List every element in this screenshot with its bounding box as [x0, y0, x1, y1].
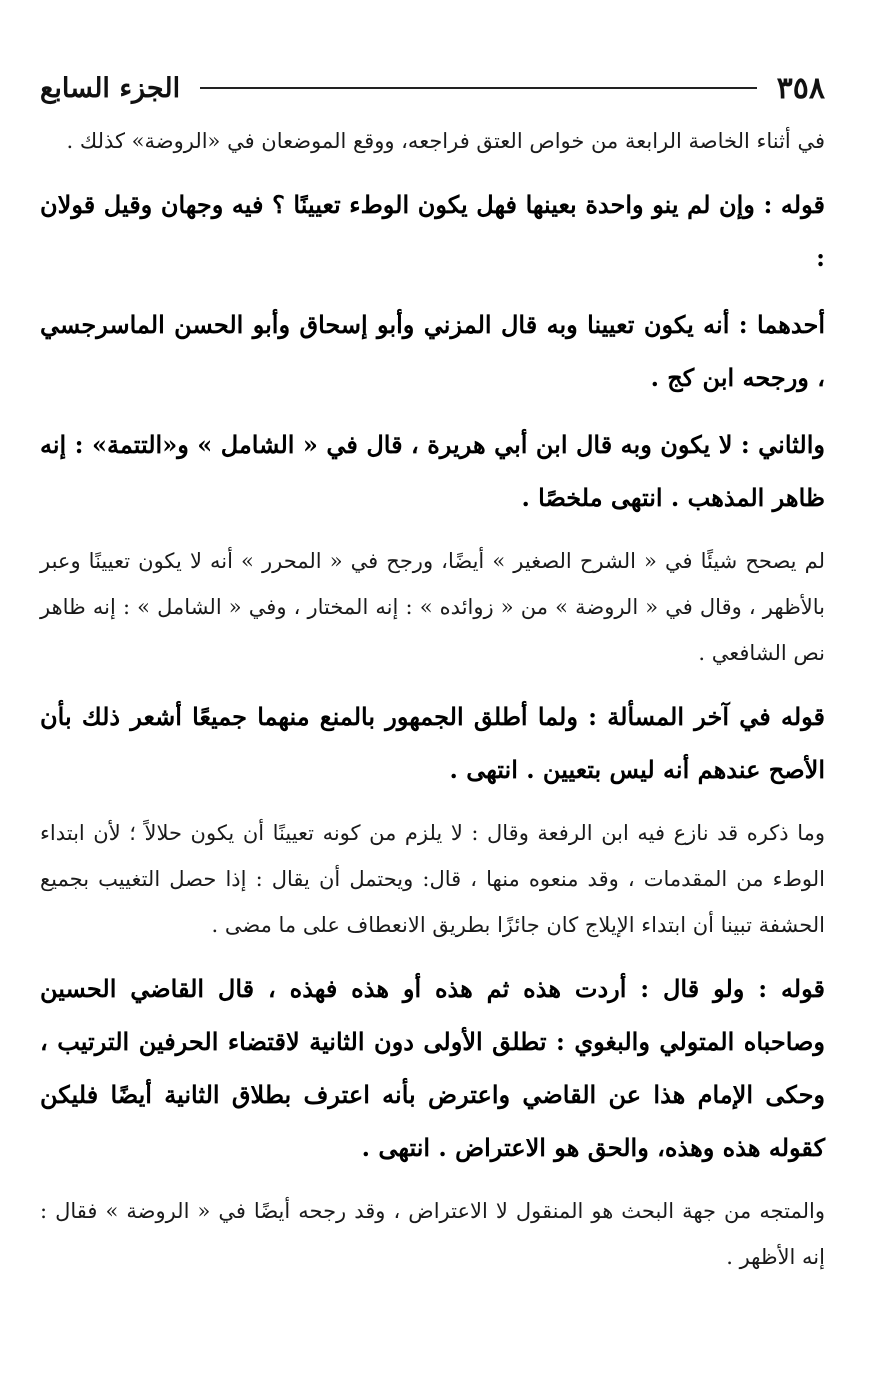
- paragraph-quoted-text: قوله : وإن لم ينو واحدة بعينها فهل يكون الوطء تعيينًا ؟ فيه وجهان وقيل قولان :: [40, 190, 825, 272]
- header-rule: [200, 87, 757, 89]
- page-header: [40, 68, 825, 108]
- paragraph-commentary: وما ذكره قد نازع فيه ابن الرفعة وقال : لا يلزم من كونه تعيينًا أن يكون حلالاً ؛ لأن ابتداء الوطء من المقدمات ، وقد منعوه منها ، قال: ويحتمل أن يقال : إذا حصل التغييب بجميع الحشفة تبينا أن ابتداء الإيلاج كان جائزًا بطريق الانعطاف على ما مضى .: [40, 821, 825, 937]
- page-number: ٣٥٨: [776, 70, 825, 106]
- paragraph-quoted-text: قوله في آخر المسألة : ولما أطلق الجمهور بالمنع منهما جميعًا أشعر ذلك بأن الأصح عندهم أنه ليس بتعيين . انتهى .: [40, 702, 825, 784]
- paragraph-quoted-text: قوله : ولو قال : أردت هذه ثم هذه أو هذه فهذه ، قال القاضي الحسين وصاحباه المتولي والبغوي : تطلق الأولى دون الثانية لاقتضاء الحرفين الترتيب ، وحكى الإمام هذا عن القاضي واعترض بأنه اعترف بطلاق الثانية أيضًا فليكن كقوله هذه وهذه، والحق هو الاعتراض . انتهى .: [40, 974, 825, 1162]
- page-body: [40, 118, 825, 1280]
- paragraph-commentary: والمتجه من جهة البحث هو المنقول لا الاعتراض ، وقد رجحه أيضًا في « الروضة » فقال : إنه الأظهر .: [40, 1199, 825, 1269]
- paragraph-quoted-text: أحدهما : أنه يكون تعيينا وبه قال المزني وأبو إسحاق وأبو الحسن الماسرجسي ، ورجحه ابن كج .: [40, 310, 825, 392]
- running-head: الجزء السابع: [40, 72, 181, 104]
- paragraph-quoted-text: والثاني : لا يكون وبه قال ابن أبي هريرة ، قال في « الشامل » و«التتمة» : إنه ظاهر المذهب . انتهى ملخصًا .: [40, 430, 825, 512]
- paragraph-commentary: في أثناء الخاصة الرابعة من خواص العتق فراجعه، ووقع الموضعان في «الروضة» كذلك .: [66, 129, 825, 153]
- paragraph-commentary: لم يصحح شيئًا في « الشرح الصغير » أيضًا، ورجح في « المحرر » أنه لا يكون تعيينًا وعبر بالأظهر ، وقال في « الروضة » من « زوائده » : إنه المختار ، وفي « الشامل » : إنه ظاهر نص الشافعي .: [40, 549, 825, 665]
